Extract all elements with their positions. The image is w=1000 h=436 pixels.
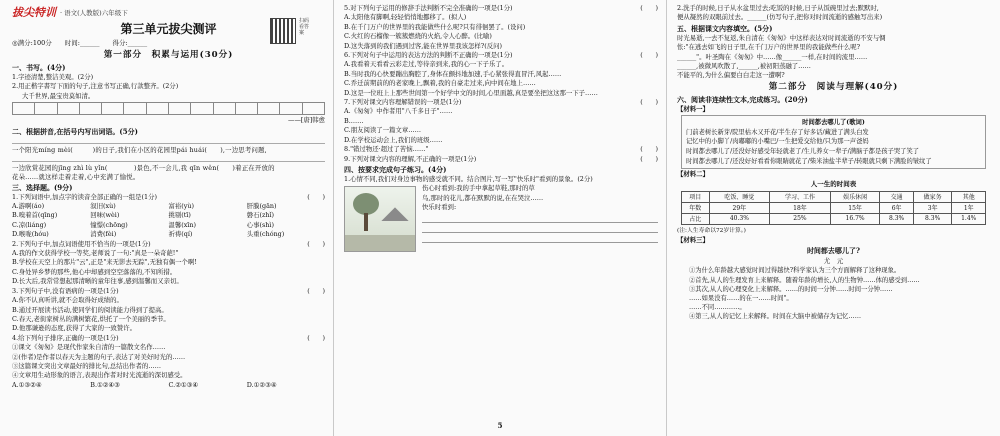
section-heading: 四、按要求完成句子练习。(4分)	[344, 164, 447, 174]
option-row: C.凉(liáng) 憧憬(chōng) 温馨(xīn) 心事(shì)	[12, 220, 274, 229]
article-paragraph: ……如果没有……的在一……时间"。	[689, 295, 793, 303]
article-paragraph: ③其次,从人的心理变化上来解释。……的时间一分钟……时间一分钟……	[689, 285, 893, 293]
answer-blank[interactable]: ( )	[640, 4, 658, 12]
question-text: 2.洗手的时候,日子从水盆里过去;吃饭的时候,日子从饭碗里过去;默默时,	[677, 4, 879, 12]
article-author: 尤 元	[823, 257, 844, 266]
part-two-heading: 第二部分 阅读与理解(40分)	[768, 81, 899, 92]
answer-line[interactable]	[422, 213, 658, 223]
article-paragraph: ①为什么年龄越大感觉时间过得越快?科学家认为三个方面解释了这种现象。	[689, 267, 901, 275]
illustration-garden	[344, 186, 416, 252]
section-heading: 三、选择题。(9分)	[12, 182, 73, 192]
table-row: 占比 40.3% 25% 16.7% 8.3% 8.3% 1.4%	[682, 213, 986, 224]
section-heading: 五、根据课文内容填空。(5分)	[677, 23, 773, 33]
pinyin-answer-lines[interactable]	[12, 155, 325, 162]
answer-blank[interactable]: ( )	[307, 239, 325, 248]
page-middle	[334, 0, 666, 436]
question-text: 2.用正楷字書写下面的句子,注意书写正确,行款整齐。(2分)	[12, 82, 179, 91]
answer-blank[interactable]: ( )	[307, 333, 325, 342]
qr-caption: 扫码看答案	[299, 18, 310, 36]
option-text: B.在千门万户的世界里的我能做些什么呢?只有徘徊罢了。(设问)	[344, 22, 526, 31]
option-text: C.乔迁前期前的的老家晚上,飘着,我的自豪走过来,向中间在地上……	[344, 79, 536, 88]
option-text: C.火红的石榴像一簇簇燃烧的火焰,令人心醉。(比喻)	[344, 32, 492, 41]
lyrics-line: 记忆中的小脚丫/肉嘟嘟的小嘴巴/一生把爱交给他/只为那一声爸妈	[686, 138, 869, 146]
question-text: 5.对下列句子运用的修辞手法判断不完全准确的一项是(1分) ( )	[344, 4, 658, 12]
option-text: ④文章用生动形象的语言,表现出作者对时光流逝的深切感受。	[12, 371, 187, 380]
pinyin-line: 花朵……就这样走着走着,心中充满了愉悦。	[12, 172, 140, 181]
section-heading: 二、根据拼音,在括号内写出词语。(5分)	[12, 126, 138, 136]
option-text: C.朋友阅读了一篇文章……	[344, 126, 421, 135]
answer-blank[interactable]: ( )	[640, 145, 658, 154]
fill-text: 时光易逝,一去不复返,朱自清在《匆匆》中这样表达对时间流逝的不安与惆	[677, 33, 886, 42]
question-text: 便从凝然的双眼前过去。______(仿写句子,把你对时间流逝的感触写出来)	[677, 13, 883, 22]
option-text: C.春天,老街家树丛的满树繁花,烘托了一个美丽的季节。	[12, 314, 170, 323]
section-heading: 六、阅读非连续性文本,完成练习。(20分)	[677, 94, 808, 104]
fill-text: ______,被微风吹散了,______,被初阳蒸融了……	[677, 62, 811, 71]
question-text: 8."错过物还·超过了苦恼……" ( )	[344, 145, 658, 154]
answer-blank[interactable]: ( )	[640, 51, 658, 60]
option-text: C.身处异乡梦的那些,他心中却感到空空落落的,不知所措。	[12, 267, 177, 276]
question-text: 2.下列句子中,加点词语使用不恰当的一项是(1分) ( )	[12, 239, 325, 248]
pinyin-line: 一边欣赏花园的jīng zhì lù yǐn( )景色,不一会儿,我 qīn wěn( )着正在开放的	[12, 163, 275, 172]
question-text: 1.心情不同,我们对身边事物的感受就不同。结合图片,写一写"快乐时"看到的景象。(2分)	[344, 174, 593, 183]
answer-prompt: 快乐时看到:	[422, 203, 457, 212]
pinyin-answer-lines[interactable]	[12, 137, 325, 144]
option-text: A.《匆匆》中作者用"八千多日子"……	[344, 107, 453, 116]
page-right	[667, 0, 1000, 436]
option-text: B.……	[344, 116, 364, 125]
lyrics-line: 时间都去哪儿了/还没好好感受年轻就老了/生儿养女一辈子/满脑子都是孩子哭了笑了	[686, 148, 920, 156]
option-text: B.通过开展读书活动,使同学们的阅读能力得到了提高。	[12, 305, 168, 314]
option-text: D.这是一位班上上那些世间第一个好学中文的时间,心里面越,真是要坐把这这那一下子……	[344, 88, 598, 97]
writing-grid[interactable]	[12, 102, 325, 115]
score-line: ◎满分:100分 时间:______ 得分:______	[12, 39, 148, 47]
answer-blank[interactable]: ( )	[307, 286, 325, 295]
option-row: A.①③②④ B.①②④③ C.②①③④ D.①②③④	[12, 380, 277, 389]
option-text: D.在学校运动会上,我们的班级……	[344, 135, 443, 144]
question-text: 1.字迹清楚,整洁美观。(2分)	[12, 73, 94, 81]
pinyin-line: 一个阳光míng mèi( )的日子,我们在小区的花园里pái huái( ),一边思考问题,	[12, 145, 267, 154]
option-text: D.他那谦逊的态度,获得了大家的一致赞许。	[12, 324, 136, 333]
answer-line[interactable]	[422, 233, 658, 243]
part-one-heading: 第一部分 积累与运用(30分)	[103, 50, 234, 60]
option-text: A.我看着天看看云彩走过,等待亲到来,我的心一下子乐了。	[344, 60, 509, 69]
qr-code[interactable]	[270, 18, 296, 44]
material-label: 【材料一】	[677, 104, 709, 113]
brand-logo: 拔尖特训	[12, 6, 56, 19]
question-text: 4.给下列句子排序,正确的一项是(1分) ( )	[12, 333, 325, 342]
table-note: (注:人生寿命以72岁计算。)	[677, 227, 746, 234]
lyrics-line: 时间都去哪儿了/还没好好看看你眼睛就花了/柴米油盐半辈子/转眼就只剩下满脸的皱纹了	[686, 157, 932, 165]
option-row: A.游啊(áo) 叙旧(xù) 富裕(yù) 肝膜(gān)	[12, 202, 277, 211]
option-text: A.你不认真听讲,就不会取得好成绩的。	[12, 296, 123, 305]
option-text: ②(作者)是作者以春天为主题的句子,表达了对美好时光的……	[12, 352, 186, 361]
subject-label: · 语文(人教版)六年级下	[60, 8, 128, 17]
copy-sentence: 大千世界,最宝贵莫如清。	[22, 91, 95, 100]
option-text: ①课文《匆匆》是现代作家朱自清的一篇散文名作……	[12, 343, 166, 352]
answer-blank[interactable]: ( )	[307, 192, 325, 201]
material-label: 【材料三】	[677, 236, 709, 245]
article-title: 时间都去哪儿了?	[806, 246, 861, 256]
answer-blank[interactable]: ( )	[640, 154, 658, 163]
section-heading: 一、书写。(4分)	[12, 63, 66, 72]
question-text: 9.下列对课文内容的理解,不正确的一项是(1分) ( )	[344, 154, 658, 163]
lyrics-line: 门前老树长新芽/院里枯木又开花/半生存了好多话/藏进了满头白发	[686, 128, 869, 136]
table-title: 人一生的时间表	[810, 179, 857, 188]
quote-source: ——[唐]韩愈	[288, 116, 325, 125]
question-text: 6.下列对句子中运用的表达方法的判断不正确的一项是(1分) ( )	[344, 51, 658, 60]
answer-line[interactable]	[422, 223, 658, 233]
article-paragraph: ……不同…………。	[689, 304, 746, 312]
lyrics-box	[681, 115, 986, 169]
example-text: 伤心时看到:我的手中拿起草鞋,那时的草	[422, 184, 535, 193]
option-text: D.长大后,我常常想起那清晰的童年往事,感到温馨而又亲切。	[12, 277, 183, 286]
page-left	[0, 0, 333, 436]
table-row: 年数 29年 18年 15年 6年 3年 1年	[682, 202, 986, 213]
page-number: 5	[497, 421, 503, 430]
question-text: 1.下列词语中,加点字的读音全部正确的一组是(1分) ( )	[12, 192, 325, 201]
option-text: A.太阳他有脚啊,轻轻悄悄地挪移了。(拟人)	[344, 13, 467, 22]
article-paragraph: ④第三,从人的记忆上来解释。时间在大脑中被储存为记忆……	[689, 313, 862, 321]
question-text: 7.下列对课文内容理解错误的一项是(1分) ( )	[344, 98, 658, 107]
option-text: B.当时我的心快要蹦出胸腔了,身体在颤抖地加速,手心紧张得直冒汗,风起……	[344, 69, 562, 78]
article-paragraph: ②首先,从人的生理发育上来解释。随着年龄的增长,人的生物钟……体的感受到……	[689, 276, 920, 284]
option-text: D.这失落到的我们遇到过客,能在世界里我该怎样?(反问)	[344, 41, 502, 50]
material-label: 【材料二】	[677, 170, 709, 179]
lyrics-title: 时间都去哪儿了(歌词)	[802, 119, 865, 127]
option-row: D.喉咙(hóu) 消费(fèi) 祈祷(qí) 头重(chóng)	[12, 230, 285, 239]
fill-text: 怅:"在逃去如飞的日子里,在千门万户的世界里的我能做些什么呢?	[677, 43, 861, 52]
example-text: 鸟,那时的花儿,都在默默的说,在在哭泣……	[422, 193, 544, 202]
page-title: 第三单元拔尖测评	[120, 22, 217, 36]
option-row: B.嗅着首(qīng) 回味(wèi) 挑剔(tī) 磐石(zhǐ)	[12, 211, 275, 220]
option-text: A.我的作文获得学校一等奖,老师说了一句:"真是一朵奇葩!"	[12, 249, 179, 258]
option-text: ③这篇课文突出文章最好的排比句,总结出作者的……	[12, 361, 162, 370]
fill-text: ______"。叶圣陶在《匆匆》中……像______一样,在时间的流里……	[677, 52, 868, 61]
table-header-row: 项目 吃饭、睡觉 学习、工作 娱乐休闲 交通 做家务 其他	[682, 191, 986, 202]
time-table	[681, 191, 986, 225]
answer-blank[interactable]: ( )	[640, 98, 658, 107]
question-text: 3.下列句子中,没有语病的一项是(1分) ( )	[12, 286, 325, 295]
fill-text: 不能平的,为什么偏要白白走这一遭啊?	[677, 71, 785, 80]
option-text: B.学校在天空上的那片"云",正是"来无影去无踪",无独有偶一个啊!	[12, 258, 197, 267]
